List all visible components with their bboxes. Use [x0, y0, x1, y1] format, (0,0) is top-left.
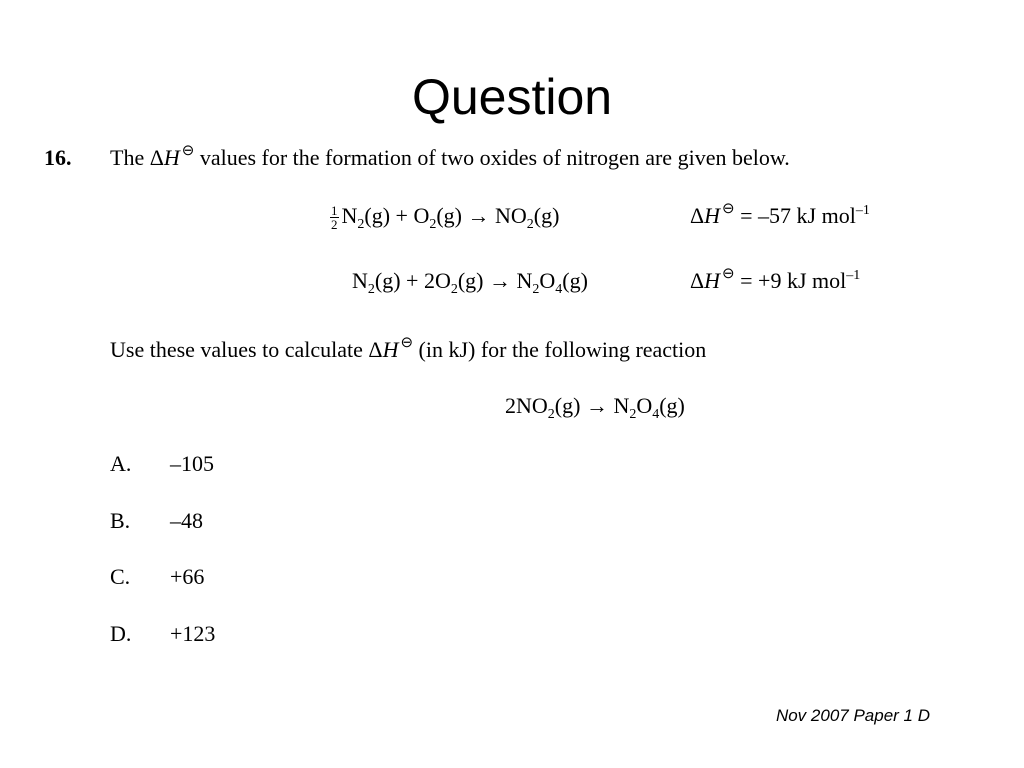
enthalpy-symbol: H	[163, 145, 180, 170]
option-b-value: –48	[170, 508, 203, 533]
reaction-2-enthalpy: ΔH ⊖ = +9 kJ mol$^{-1}$	[690, 266, 861, 293]
source-citation: Nov 2007 Paper 1 D	[775, 706, 930, 725]
option-a-value: –105	[170, 451, 214, 476]
half-fraction: $\frac{1}{2}$	[331, 203, 338, 232]
option-a-letter: A.	[110, 451, 132, 476]
reaction-1-enthalpy: ΔH ⊖ = –57 kJ mol$^{-1}$	[690, 201, 870, 228]
target-reaction: $2NO_2(g) \to N_2O_4(g)$	[505, 393, 685, 422]
standard-state-symbol: ⊖	[181, 143, 195, 159]
option-d-letter: D.	[110, 621, 132, 646]
question-intro	[110, 145, 790, 171]
slide-title: Question	[411, 69, 613, 125]
option-c-value: +66	[170, 564, 205, 589]
reaction-2-equation: $N_2(g) + 2O_2(g) \to N_2O_4(g)$	[352, 268, 588, 297]
instruction-text: Use these values to calculate ΔH ⊖ (in kJ) for the following reaction	[110, 335, 707, 362]
intro-text-end: values for the formation of two oxides of nitrogen are given below.	[194, 145, 790, 170]
delta-symbol: Δ	[149, 145, 164, 170]
intro-text-start: The	[110, 145, 150, 170]
option-b-letter: B.	[110, 508, 131, 533]
reaction-1-equation: $\frac{1}{2}$ $N_2(g) + O_2(g) \to NO_2(g)$	[331, 203, 560, 232]
question-number: 16.	[44, 145, 72, 170]
option-d-value: +123	[170, 621, 216, 646]
option-c-letter: C.	[110, 564, 131, 589]
